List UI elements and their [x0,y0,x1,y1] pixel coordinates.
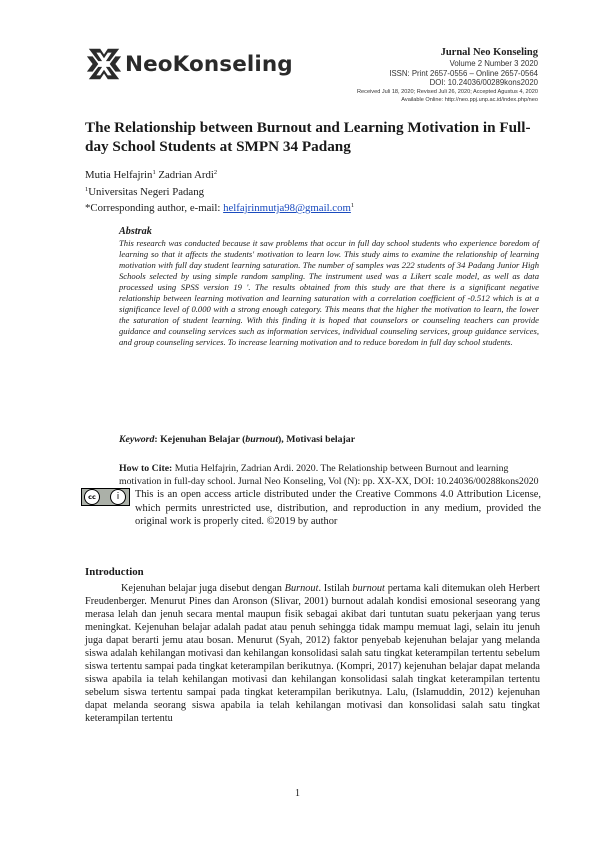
author-block [85,166,354,216]
journal-dates: Received Juli 18, 2020; Revised Juli 26, 2020; Accepted Agustus 4, 2020 [357,88,538,95]
attribution-icon: i [110,489,126,505]
introduction-heading: Introduction [85,566,144,578]
affiliation: $^1$Universitas Negeri Padang [85,185,204,198]
author-2: Zadrian Ardi [155,169,214,181]
journal-logo [85,44,295,84]
journal-doi: DOI: 10.24036/00289kons2020 [429,78,538,87]
abstract [119,226,539,348]
author-names: Mutia Helfajrin$^1$ Zadrian Ardi$^2$ [85,169,218,181]
license-text: This is an open access article distributed under the Creative Commons 4.0 Attribution License, which permits unrestricted use, distribution, and reproduction in any medium, provided the original work is properly cited. ©2019 by author [135,489,541,528]
abstract-heading: Abstrak [119,226,152,237]
introduction-text: Kejenuhan belajar juga disebut dengan Burnout. Istilah burnout pertama kali ditemukan oleh Herbert Freudenberger. Menurut Pines dan Aronson (Slivar, 2001) burnout adalah kondisi emosional seseorang yang merasa lelah dan jenuh secara mental maupun fisik sebagai akibat dari tuntutan suatu pekerjaan yang terus meningkat. Kejenuhan belajar adalah padat atau penuh sehingga tidak mampu memuat lagi, selain itu jenuh juga dapat berarti jemu atau bosan. Menurut (Syah, 2012) faktor penyebab kejenuhan belajar yang melanda siswa adalah kehilangan motivasi dan kehilangan konsolidasi salah satu tingkat keterampilan tertentu sebelum siswa tertentu sampai pada tingkat keterampilan berikutnya. (Kompri, 2017) kejenuhan belajar dapat melanda siswa apabila ia telah kehilangan motivasi dan kehilangan konsolidasi salah tingkat keterampilan tertentu sebelum siswa tertentu sampai pada tingkat keterampilan berikutnya. Lalu, (Islamuddin, 2012) kejenuhan dapat melanda seorang siswa apabila ia telah kehilangan motivasi dan konsolidasi salah satu tingkat keterampilan tertentu [85,583,540,724]
cite-text: Mutia Helfajrin, Zadrian Ardi. 2020. The Relationship between Burnout and learning motivation in full-day school. Jurnal Neo Konseling, Vol (N): pp. XX-XX, DOI: 10.24036/00288kons2020 [119,463,539,488]
abstract-text: This research was conducted because it saw problems that occur in full day school students who experience boredom of learning so that it affects the students' motivation to learn low. This study aims to examine the relationship of learning motivation with full day student learning saturation. The number of samples was 222 students of 34 Padang Junior High Schools selected by using simple random sampling. The instrument used was a Likert scale model, as well as data processed using SPSS version 19 '. The results obtained from this study are that there is a significant negative relationship between learning motivation and learning saturation with a correlation coefficient of -0.512 which is at a significance level of 0.000 with a strong enough category. This means that the higher the motivation to learn, the lower the saturation of student learning. With this finding it is hoped that counselors or counseling teachers can provide guidance and counseling services such as information services, individual counseling services, group guidance services, and group counseling services. To increase learning motivation and to reduce boredom in full day school students. [119,238,539,348]
journal-meta [357,47,538,104]
author-1: Mutia Helfajrin [85,169,153,181]
creative-commons-icon: cc [84,489,100,505]
cc-by-badge[interactable] [81,488,130,506]
logo-text: NeoKonseling [125,51,293,77]
how-to-cite [119,462,539,489]
neokonseling-logo-icon [85,45,123,83]
journal-volume: Volume 2 Number 3 2020 [449,59,538,68]
corresponding-author: *Corresponding author, e-mail: helfajrinmutja98@gmail.com$^1$ [85,202,355,214]
keywords: Keyword: Kejenuhan Belajar (burnout), Motivasi belajar [119,434,356,445]
page-number: 1 [295,788,300,799]
author-email-link[interactable]: helfajrinmutja98@gmail.com [223,202,351,214]
keyword-label: Keyword [119,434,155,445]
journal-issn: ISSN: Print 2657-0556 – Online 2657-0564 [389,68,538,78]
paper-title: The Relationship between Burnout and Learning Motivation in Full-day School Students at SMPN 34 Padang [85,119,531,155]
journal-available: Available Online: http://neo.ppj.unp.ac.id/index.php/neo [401,96,538,103]
journal-name: Jurnal Neo Konseling [440,47,538,58]
cite-label: How to Cite: [119,463,173,474]
